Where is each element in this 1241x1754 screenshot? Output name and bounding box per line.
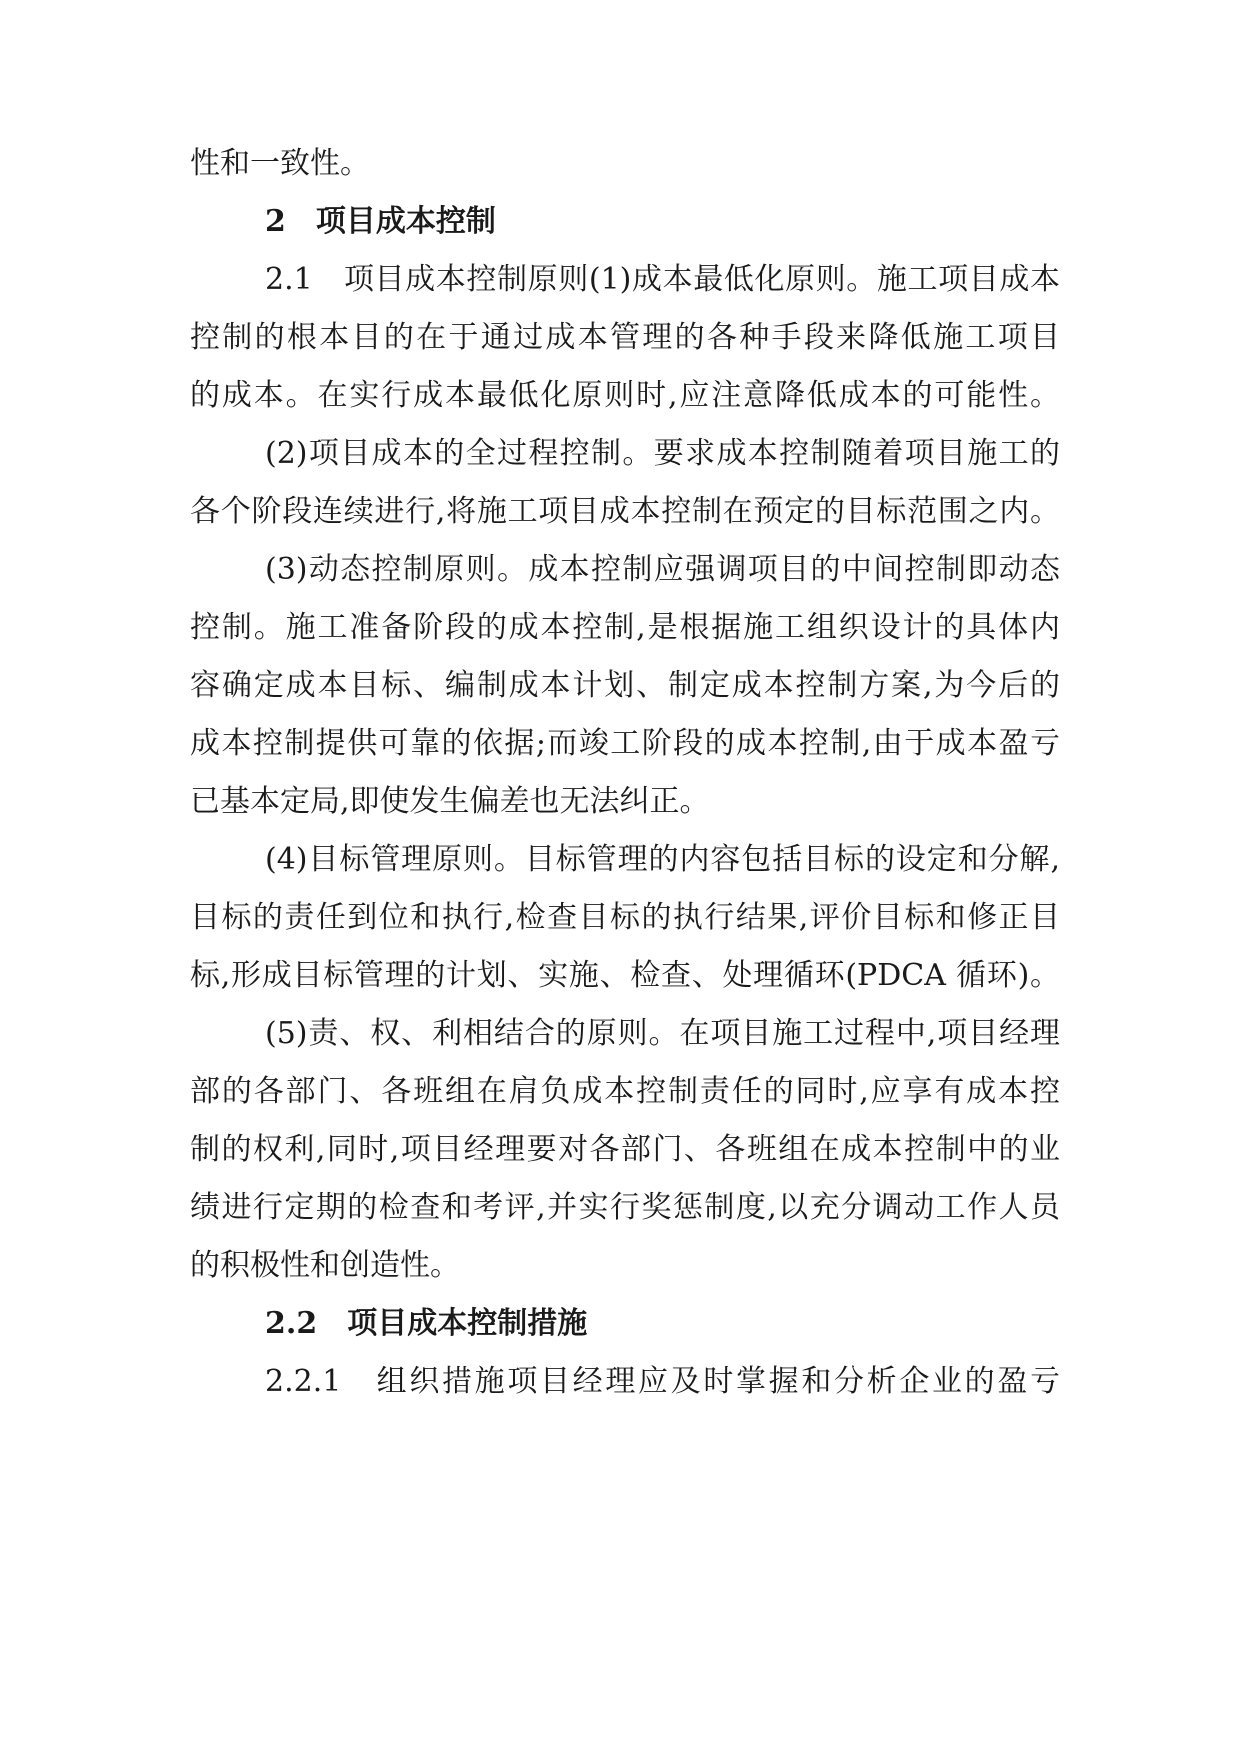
paragraph-line: (4)目标管理原则。目标管理的内容包括目标的设定和分解, [265,842,1060,877]
paragraph-line: 的积极性和创造性。 [190,1248,460,1283]
paragraph-line: 的成本。在实行成本最低化原则时,应注意降低成本的可能性。 [190,378,1060,413]
paragraph-line: 已基本定局,即使发生偏差也无法纠正。 [190,784,710,819]
paragraph-line: 目标的责任到位和执行,检查目标的执行结果,评价目标和修正目 [190,900,1060,935]
paragraph-line: 2.2.1 组织措施项目经理应及时掌握和分析企业的盈亏 [265,1364,1060,1399]
paragraph-line: 部的各部门、各班组在肩负成本控制责任的同时,应享有成本控 [190,1074,1060,1109]
paragraph-line: 控制。施工准备阶段的成本控制,是根据施工组织设计的具体内 [190,610,1060,645]
section-heading: 2.2 项目成本控制措施 [265,1306,588,1341]
paragraph-line: (3)动态控制原则。成本控制应强调项目的中间控制即动态 [265,552,1060,587]
paragraph-line: 容确定成本目标、编制成本计划、制定成本控制方案,为今后的 [190,668,1060,703]
paragraph-line: 各个阶段连续进行,将施工项目成本控制在预定的目标范围之内。 [190,494,1060,529]
paragraph-line: 制的权利,同时,项目经理要对各部门、各班组在成本控制中的业 [190,1132,1060,1167]
section-heading: 2 项目成本控制 [265,204,496,239]
paragraph-line: (2)项目成本的全过程控制。要求成本控制随着项目施工的 [265,436,1060,471]
paragraph-line: 2.1 项目成本控制原则(1)成本最低化原则。施工项目成本 [265,262,1060,297]
paragraph-line: (5)责、权、利相结合的原则。在项目施工过程中,项目经理 [265,1016,1060,1051]
paragraph-line: 成本控制提供可靠的依据;而竣工阶段的成本控制,由于成本盈亏 [190,726,1060,761]
paragraph-line: 绩进行定期的检查和考评,并实行奖惩制度,以充分调动工作人员 [190,1190,1060,1225]
paragraph-line: 标,形成目标管理的计划、实施、检查、处理循环(PDCA 循环)。 [190,958,1060,993]
paragraph-line: 控制的根本目的在于通过成本管理的各种手段来降低施工项目 [190,320,1060,355]
paragraph-line: 性和一致性。 [190,146,370,181]
